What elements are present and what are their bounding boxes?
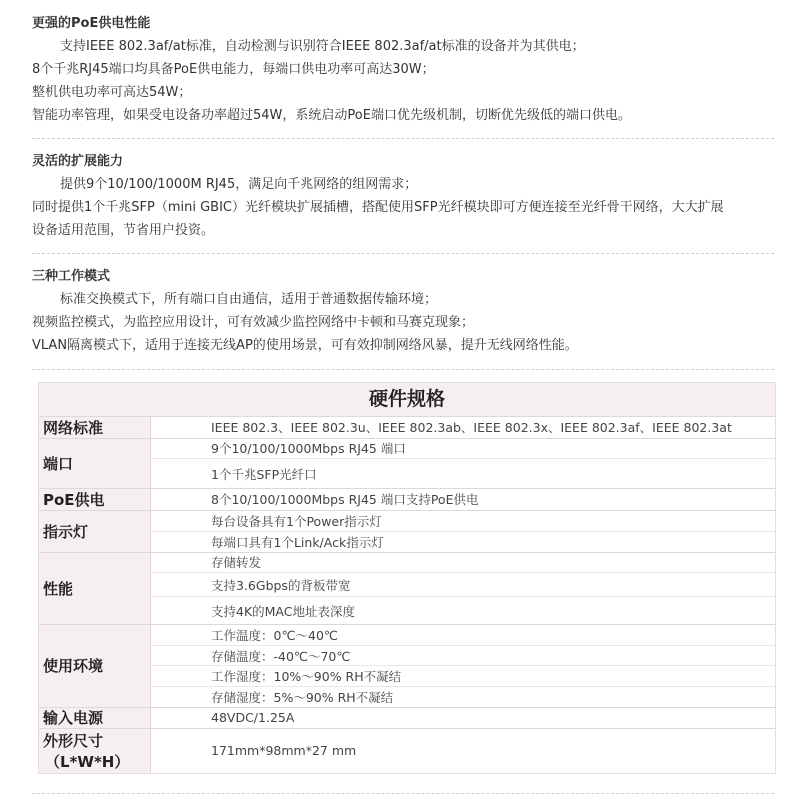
spec-value: 工作温度：0℃～40℃ [211,627,338,643]
spec-label: 外形尺寸 [43,731,104,750]
section-title: 三种工作模式 [32,269,111,284]
spec-label: 端口 [43,454,74,473]
row-separator [39,510,775,511]
row-separator [39,624,775,625]
expansion-section [32,150,792,242]
spec-label: 使用环境 [43,657,104,675]
row-separator [39,416,775,417]
spec-value: 每端口具有1个Link/Ack指示灯 [151,531,775,552]
section-line: 设备适用范围，节省用户投资。 [32,223,215,238]
spec-value: 工作湿度：10%～90% RH不凝结 [151,665,775,686]
section-line: 8个千兆RJ45端口均具备PoE供电能力，每端口供电功率可高达30W； [32,62,435,77]
spec-value: 存储转发 [211,555,262,570]
spec-label-sub: （L*W*H） [45,752,130,771]
row-separator [39,728,775,729]
row-separator [39,552,775,553]
spec-label: PoE供电 [43,490,105,509]
divider [32,253,774,254]
spec-row-power-input [39,707,775,728]
spec-value: 48VDC/1.25A [211,710,295,725]
spec-label: 性能 [43,579,74,598]
hardware-spec-table [38,382,776,774]
spec-value: 9个10/100/1000Mbps RJ45 端口 [211,441,406,456]
section-line: 支持IEEE 802.3af/at标准，自动检测与识别符合IEEE 802.3af/at标准的设备并为其供电； [60,39,585,54]
spec-row-ports [39,438,775,488]
divider [32,793,774,794]
spec-value: 存储温度：-40℃～70℃ [151,645,775,665]
section-line: 标准交换模式下，所有端口自由通信，适用于普通数据传输环境； [60,292,438,307]
row-separator [39,488,775,489]
section-line: 智能功率管理，如果受电设备功率超过54W，系统启动PoE端口优先级机制，切断优先级低的端口供电。 [32,108,631,123]
spec-value: 支持3.6Gbps的背板带宽 [151,572,775,596]
spec-value: 8个10/100/1000Mbps RJ45 端口支持PoE供电 [211,492,479,507]
divider [32,138,774,139]
spec-label: 输入电源 [43,709,104,727]
spec-value: 171mm*98mm*27 mm [211,743,357,758]
spec-row-environment [39,624,775,707]
spec-value: 存储湿度：5%～90% RH不凝结 [151,686,775,707]
section-line: 同时提供1个千兆SFP（mini GBIC）光纤模块扩展插槽，搭配使用SFP光纤模块即可方便连接至光纤骨干网络，大大扩展 [32,200,724,215]
section-title: 更强的PoE供电性能 [32,16,151,31]
section-title: 灵活的扩展能力 [32,154,124,169]
spec-label: 网络标准 [43,418,104,437]
spec-row-performance [39,552,775,624]
spec-value: 支持4K的MAC地址表深度 [151,596,775,624]
spec-title: 硬件规格 [368,388,445,410]
spec-row-indicators [39,510,775,552]
spec-row-dimensions [39,728,775,773]
divider [32,369,774,370]
section-line: 提供9个10/100/1000M RJ45，满足向千兆网络的组网需求； [60,177,418,192]
modes-section [32,265,792,357]
spec-value: 每台设备具有1个Power指示灯 [211,513,382,529]
row-separator [39,438,775,439]
section-line: 视频监控模式，为监控应用设计，可有效减少监控网络中卡顿和马赛克现象； [32,315,475,330]
spec-value: 1个千兆SFP光纤口 [151,458,775,488]
section-line: 整机供电功率可高达54W； [32,85,192,100]
poe-section [32,12,792,127]
row-separator [39,707,775,708]
spec-value: IEEE 802.3、IEEE 802.3u、IEEE 802.3ab、IEEE 802.3x、IEEE 802.3af、IEEE 802.3at [211,420,732,435]
spec-row-network-standard [39,416,775,438]
spec-label: 指示灯 [43,522,89,541]
spec-row-poe [39,488,775,510]
section-line: VLAN隔离模式下，适用于连接无线AP的使用场景，可有效抑制网络风暴，提升无线网络性能。 [32,338,578,353]
